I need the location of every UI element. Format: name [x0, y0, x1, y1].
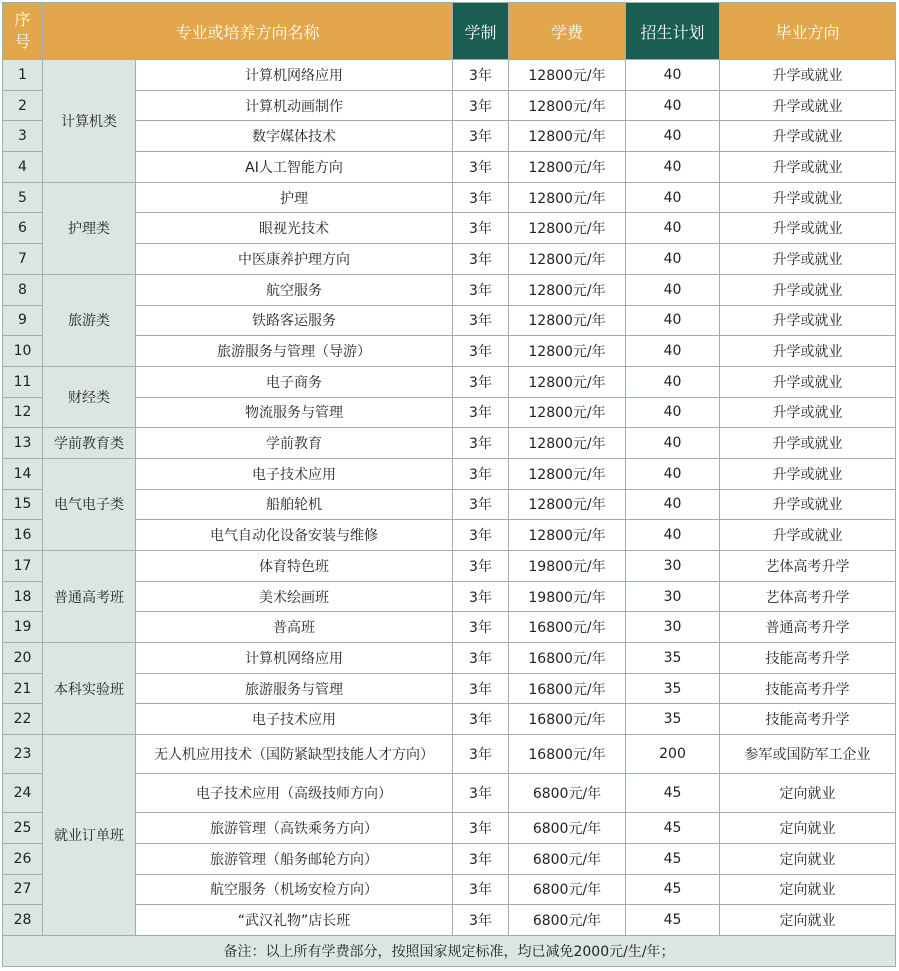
direction-cell: 升学或就业	[720, 90, 896, 121]
plan-cell: 35	[626, 643, 720, 674]
direction-cell: 升学或就业	[720, 152, 896, 183]
plan-cell: 45	[626, 905, 720, 936]
plan-cell: 40	[626, 489, 720, 520]
table-row	[3, 489, 896, 520]
row-number: 25	[3, 813, 43, 844]
direction-cell: 升学或就业	[720, 489, 896, 520]
duration-cell: 3年	[453, 843, 509, 874]
header-major: 专业或培养方向名称	[43, 3, 453, 60]
duration-cell: 3年	[453, 182, 509, 213]
major-cell: 计算机网络应用	[136, 60, 453, 91]
tuition-cell: 16800元/年	[509, 643, 626, 674]
duration-cell: 3年	[453, 774, 509, 813]
table-row	[3, 612, 896, 643]
row-number: 20	[3, 643, 43, 674]
row-number: 8	[3, 274, 43, 305]
tuition-cell: 12800元/年	[509, 244, 626, 275]
major-cell: 数字媒体技术	[136, 121, 453, 152]
note-row	[3, 935, 896, 966]
plan-cell: 40	[626, 60, 720, 91]
duration-cell: 3年	[453, 581, 509, 612]
direction-cell: 升学或就业	[720, 366, 896, 397]
tuition-cell: 6800元/年	[509, 905, 626, 936]
table-row	[3, 244, 896, 275]
duration-cell: 3年	[453, 874, 509, 905]
plan-cell: 40	[626, 274, 720, 305]
table-row	[3, 121, 896, 152]
table-row	[3, 704, 896, 735]
row-number: 6	[3, 213, 43, 244]
row-number: 13	[3, 428, 43, 459]
major-cell: 电子技术应用	[136, 704, 453, 735]
major-cell: 电子商务	[136, 366, 453, 397]
plan-cell: 200	[626, 735, 720, 774]
tuition-cell: 6800元/年	[509, 843, 626, 874]
table-row	[3, 520, 896, 551]
direction-cell: 升学或就业	[720, 121, 896, 152]
direction-cell: 升学或就业	[720, 336, 896, 367]
category-cell: 学前教育类	[43, 428, 136, 459]
row-number: 22	[3, 704, 43, 735]
table-row	[3, 813, 896, 844]
duration-cell: 3年	[453, 60, 509, 91]
direction-cell: 升学或就业	[720, 305, 896, 336]
header-index	[3, 3, 43, 60]
tuition-cell: 12800元/年	[509, 397, 626, 428]
table-row	[3, 305, 896, 336]
plan-cell: 40	[626, 520, 720, 551]
tuition-cell: 6800元/年	[509, 874, 626, 905]
header-direction: 毕业方向	[720, 3, 896, 60]
header-index-line2: 号	[14, 32, 31, 51]
tuition-cell: 16800元/年	[509, 673, 626, 704]
table-row	[3, 874, 896, 905]
duration-cell: 3年	[453, 643, 509, 674]
tuition-cell: 12800元/年	[509, 182, 626, 213]
tuition-cell: 6800元/年	[509, 813, 626, 844]
table-body	[3, 60, 896, 967]
table-row	[3, 213, 896, 244]
direction-cell: 升学或就业	[720, 428, 896, 459]
direction-cell: 艺体高考升学	[720, 551, 896, 582]
row-number: 3	[3, 121, 43, 152]
category-cell: 财经类	[43, 366, 136, 427]
tuition-cell: 16800元/年	[509, 735, 626, 774]
table-row	[3, 735, 896, 774]
duration-cell: 3年	[453, 735, 509, 774]
plan-cell: 45	[626, 874, 720, 905]
major-cell: 物流服务与管理	[136, 397, 453, 428]
tuition-cell: 12800元/年	[509, 489, 626, 520]
enrollment-table	[2, 2, 896, 967]
duration-cell: 3年	[453, 520, 509, 551]
row-number: 7	[3, 244, 43, 275]
tuition-cell: 12800元/年	[509, 152, 626, 183]
direction-cell: 升学或就业	[720, 60, 896, 91]
duration-cell: 3年	[453, 274, 509, 305]
row-number: 11	[3, 366, 43, 397]
tuition-cell: 16800元/年	[509, 704, 626, 735]
direction-cell: 升学或就业	[720, 244, 896, 275]
header-plan: 招生计划	[626, 3, 720, 60]
table-row	[3, 551, 896, 582]
category-cell: 本科实验班	[43, 643, 136, 735]
row-number: 18	[3, 581, 43, 612]
tuition-cell: 12800元/年	[509, 121, 626, 152]
major-cell: 体育特色班	[136, 551, 453, 582]
major-cell: 电子技术应用（高级技师方向）	[136, 774, 453, 813]
category-cell: 电气电子类	[43, 458, 136, 550]
direction-cell: 升学或就业	[720, 213, 896, 244]
plan-cell: 45	[626, 843, 720, 874]
duration-cell: 3年	[453, 813, 509, 844]
major-cell: “武汉礼物”店长班	[136, 905, 453, 936]
table-row	[3, 643, 896, 674]
duration-cell: 3年	[453, 428, 509, 459]
category-cell: 计算机类	[43, 60, 136, 183]
row-number: 24	[3, 774, 43, 813]
row-number: 4	[3, 152, 43, 183]
header-tuition: 学费	[509, 3, 626, 60]
row-number: 14	[3, 458, 43, 489]
direction-cell: 定向就业	[720, 874, 896, 905]
row-number: 10	[3, 336, 43, 367]
duration-cell: 3年	[453, 336, 509, 367]
major-cell: AI人工智能方向	[136, 152, 453, 183]
table-row	[3, 274, 896, 305]
major-cell: 学前教育	[136, 428, 453, 459]
duration-cell: 3年	[453, 673, 509, 704]
direction-cell: 技能高考升学	[720, 643, 896, 674]
direction-cell: 艺体高考升学	[720, 581, 896, 612]
tuition-cell: 6800元/年	[509, 774, 626, 813]
row-number: 23	[3, 735, 43, 774]
direction-cell: 升学或就业	[720, 274, 896, 305]
tuition-cell: 12800元/年	[509, 213, 626, 244]
tuition-cell: 12800元/年	[509, 274, 626, 305]
duration-cell: 3年	[453, 121, 509, 152]
duration-cell: 3年	[453, 244, 509, 275]
plan-cell: 40	[626, 397, 720, 428]
direction-cell: 定向就业	[720, 843, 896, 874]
row-number: 12	[3, 397, 43, 428]
table-row	[3, 60, 896, 91]
table-row	[3, 905, 896, 936]
tuition-cell: 12800元/年	[509, 60, 626, 91]
duration-cell: 3年	[453, 458, 509, 489]
table-row	[3, 90, 896, 121]
duration-cell: 3年	[453, 397, 509, 428]
row-number: 17	[3, 551, 43, 582]
enrollment-table-container	[2, 2, 895, 967]
category-cell: 普通高考班	[43, 551, 136, 643]
row-number: 28	[3, 905, 43, 936]
major-cell: 美术绘画班	[136, 581, 453, 612]
major-cell: 中医康养护理方向	[136, 244, 453, 275]
major-cell: 普高班	[136, 612, 453, 643]
major-cell: 旅游管理（高铁乘务方向）	[136, 813, 453, 844]
major-cell: 计算机网络应用	[136, 643, 453, 674]
direction-cell: 定向就业	[720, 813, 896, 844]
plan-cell: 30	[626, 581, 720, 612]
plan-cell: 40	[626, 244, 720, 275]
footnote: 备注：以上所有学费部分，按照国家规定标准，均已减免2000元/生/年；	[3, 935, 896, 966]
table-row	[3, 366, 896, 397]
plan-cell: 40	[626, 213, 720, 244]
table-row	[3, 182, 896, 213]
plan-cell: 40	[626, 428, 720, 459]
duration-cell: 3年	[453, 90, 509, 121]
major-cell: 航空服务	[136, 274, 453, 305]
major-cell: 电气自动化设备安装与维修	[136, 520, 453, 551]
tuition-cell: 19800元/年	[509, 581, 626, 612]
duration-cell: 3年	[453, 305, 509, 336]
row-number: 9	[3, 305, 43, 336]
plan-cell: 40	[626, 182, 720, 213]
table-row	[3, 152, 896, 183]
major-cell: 电子技术应用	[136, 458, 453, 489]
direction-cell: 升学或就业	[720, 520, 896, 551]
tuition-cell: 19800元/年	[509, 551, 626, 582]
row-number: 19	[3, 612, 43, 643]
direction-cell: 普通高考升学	[720, 612, 896, 643]
table-row	[3, 843, 896, 874]
header-index-line1: 序	[14, 10, 31, 29]
major-cell: 旅游服务与管理	[136, 673, 453, 704]
plan-cell: 40	[626, 152, 720, 183]
direction-cell: 定向就业	[720, 905, 896, 936]
plan-cell: 35	[626, 704, 720, 735]
row-number: 21	[3, 673, 43, 704]
plan-cell: 45	[626, 774, 720, 813]
plan-cell: 35	[626, 673, 720, 704]
table-row	[3, 336, 896, 367]
plan-cell: 40	[626, 336, 720, 367]
direction-cell: 技能高考升学	[720, 704, 896, 735]
table-row	[3, 673, 896, 704]
tuition-cell: 12800元/年	[509, 428, 626, 459]
direction-cell: 参军或国防军工企业	[720, 735, 896, 774]
duration-cell: 3年	[453, 612, 509, 643]
duration-cell: 3年	[453, 551, 509, 582]
major-cell: 船舶轮机	[136, 489, 453, 520]
major-cell: 铁路客运服务	[136, 305, 453, 336]
duration-cell: 3年	[453, 905, 509, 936]
table-row	[3, 581, 896, 612]
row-number: 5	[3, 182, 43, 213]
row-number: 27	[3, 874, 43, 905]
tuition-cell: 12800元/年	[509, 336, 626, 367]
duration-cell: 3年	[453, 213, 509, 244]
table-row	[3, 397, 896, 428]
row-number: 26	[3, 843, 43, 874]
tuition-cell: 12800元/年	[509, 366, 626, 397]
tuition-cell: 12800元/年	[509, 90, 626, 121]
major-cell: 旅游管理（船务邮轮方向）	[136, 843, 453, 874]
category-cell: 就业订单班	[43, 735, 136, 936]
major-cell: 计算机动画制作	[136, 90, 453, 121]
row-number: 15	[3, 489, 43, 520]
plan-cell: 30	[626, 612, 720, 643]
major-cell: 航空服务（机场安检方向）	[136, 874, 453, 905]
duration-cell: 3年	[453, 704, 509, 735]
row-number: 16	[3, 520, 43, 551]
plan-cell: 30	[626, 551, 720, 582]
tuition-cell: 12800元/年	[509, 520, 626, 551]
tuition-cell: 12800元/年	[509, 458, 626, 489]
row-number: 2	[3, 90, 43, 121]
major-cell: 旅游服务与管理（导游）	[136, 336, 453, 367]
tuition-cell: 12800元/年	[509, 305, 626, 336]
table-row	[3, 428, 896, 459]
duration-cell: 3年	[453, 366, 509, 397]
plan-cell: 45	[626, 813, 720, 844]
table-row	[3, 458, 896, 489]
header-duration: 学制	[453, 3, 509, 60]
direction-cell: 升学或就业	[720, 458, 896, 489]
row-number: 1	[3, 60, 43, 91]
plan-cell: 40	[626, 121, 720, 152]
plan-cell: 40	[626, 90, 720, 121]
direction-cell: 升学或就业	[720, 397, 896, 428]
duration-cell: 3年	[453, 489, 509, 520]
category-cell: 护理类	[43, 182, 136, 274]
major-cell: 眼视光技术	[136, 213, 453, 244]
tuition-cell: 16800元/年	[509, 612, 626, 643]
major-cell: 无人机应用技术（国防紧缺型技能人才方向）	[136, 735, 453, 774]
direction-cell: 技能高考升学	[720, 673, 896, 704]
plan-cell: 40	[626, 366, 720, 397]
plan-cell: 40	[626, 458, 720, 489]
header-row	[3, 3, 896, 60]
table-row	[3, 774, 896, 813]
plan-cell: 40	[626, 305, 720, 336]
direction-cell: 升学或就业	[720, 182, 896, 213]
direction-cell: 定向就业	[720, 774, 896, 813]
category-cell: 旅游类	[43, 274, 136, 366]
duration-cell: 3年	[453, 152, 509, 183]
major-cell: 护理	[136, 182, 453, 213]
